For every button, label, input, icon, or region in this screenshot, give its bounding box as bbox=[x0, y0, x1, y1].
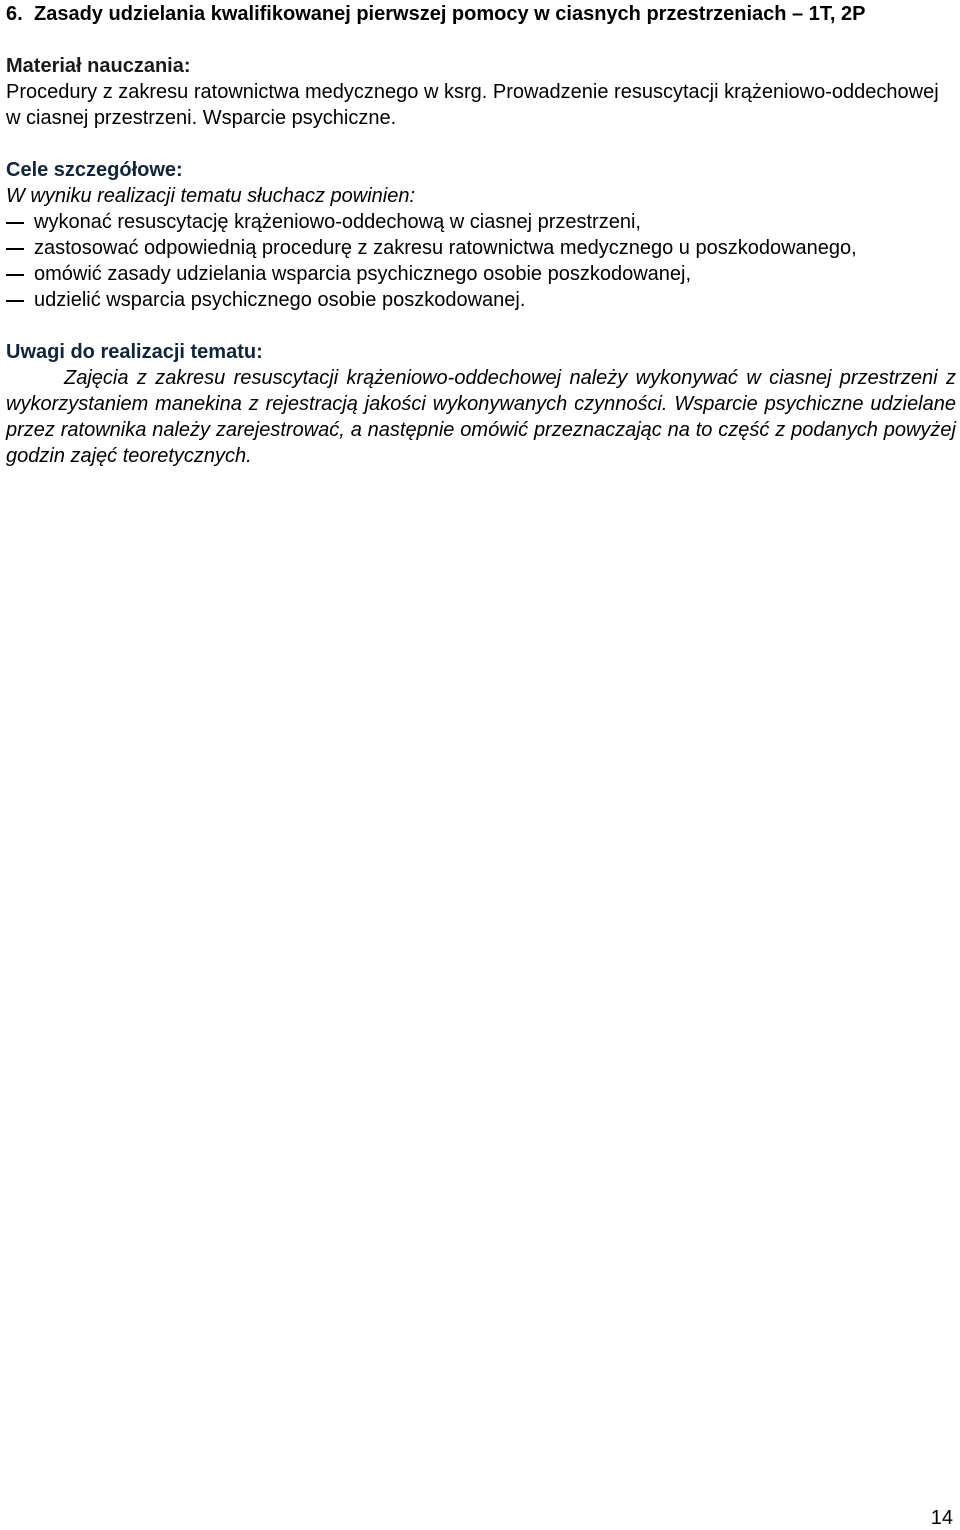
dash-bullet-icon bbox=[6, 222, 24, 224]
dash-bullet-icon bbox=[6, 300, 24, 302]
material-label: Materiał nauczania: bbox=[6, 55, 191, 77]
dash-bullet-icon bbox=[6, 248, 24, 250]
goals-label: Cele szczegółowe: bbox=[6, 159, 183, 181]
notes-section bbox=[6, 339, 956, 469]
goal-item-text: wykonać resuscytację krążeniowo-oddechową w ciasnej przestrzeni, bbox=[34, 211, 641, 233]
section-number: 6. bbox=[6, 3, 23, 25]
goals-section bbox=[6, 157, 956, 313]
goal-item bbox=[6, 261, 956, 287]
material-section bbox=[6, 53, 956, 131]
goal-item-text: zastosować odpowiednią procedurę z zakresu ratownictwa medycznego u poszkodowanego, bbox=[34, 237, 857, 259]
notes-label: Uwagi do realizacji tematu: bbox=[6, 341, 263, 363]
material-text: Procedury z zakresu ratownictwa medycznego w ksrg. Prowadzenie resuscytacji krążeniowo-oddechowej w ciasnej przestrzeni. Wsparcie psychiczne. bbox=[6, 81, 939, 129]
dash-bullet-icon bbox=[6, 274, 24, 276]
goals-intro: W wyniku realizacji tematu słuchacz powinien: bbox=[6, 185, 416, 207]
document-page bbox=[6, 0, 956, 469]
section-title: Zasady udzielania kwalifikowanej pierwszej pomocy w ciasnych przestrzeniach – 1T, 2P bbox=[34, 3, 866, 25]
notes-text: Zajęcia z zakresu resuscytacji krążeniowo-oddechowej należy wykonywać w ciasnej przestrzeni z wykorzystaniem manekina z rejestracją jakości wykonywanych czynności. Wsparcie psychiczne udzielane przez ratownika należy zarejestrować, a następnie omówić przeznaczając na to część z podanych powyżej godzin zajęć teoretycznych. bbox=[6, 367, 956, 467]
goal-item bbox=[6, 287, 956, 313]
goal-item bbox=[6, 235, 956, 261]
goal-item-text: udzielić wsparcia psychicznego osobie poszkodowanej. bbox=[34, 289, 526, 311]
page-number: 14 bbox=[930, 1507, 953, 1529]
goal-item-text: omówić zasady udzielania wsparcia psychicznego osobie poszkodowanej, bbox=[34, 263, 692, 285]
goal-item bbox=[6, 209, 956, 235]
section-heading bbox=[6, 1, 956, 27]
goals-list bbox=[6, 209, 956, 313]
